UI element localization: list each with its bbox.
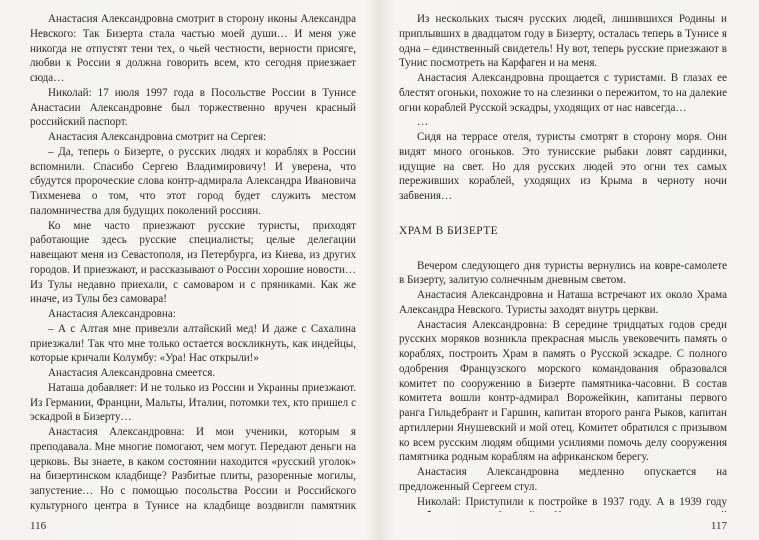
left-page-text: [30, 12, 356, 512]
paragraph: Анастасия Александровна смеется.: [48, 367, 216, 379]
paragraph: – Да, теперь о Бизерте, о русских людях и кораблях в России вспомнили. Спасибо Сергею Владимировичу! И уверена, что сбудутся пророческие слова контр-адмирала Александра Ивановича Тихменева о том, что этот город будет служить местом паломничества для будущих поколений россиян.: [30, 145, 356, 217]
right-page-text: [399, 12, 727, 512]
paragraph: Анастасия Александровна:: [48, 308, 176, 320]
paragraph: Анастасия Александровна смотрит в сторону иконы Александра Невского: Так Бизерта стала частью моей души… И меня уже никогда не отпустят тени тех, о чьей честности, верности присяге, любви к России я должна говорить всем, кто сегодня приезжает сюда…: [30, 13, 356, 84]
paragraph: Николай: Приступили к постройке в 1937 году. А в 1939 году: [417, 495, 727, 508]
paragraph: Наташа добавляет: И не только из России и Украины приезжают. Из Германии, Франции, Мальты, Италии, потомки тех, кто пришел с эскадрой в Бизерту…: [30, 381, 356, 424]
paragraph: Анастасия Александровна медленно опускается на предложенный Сергеем стул.: [399, 466, 727, 493]
paragraph: – А с Алтая мне привезли алтайский мед! И даже с Сахалина приезжали! Так что мне только остается воскликнуть, как индейцы, которые кричали Колумбу: «Ура! Нас открыли!»: [30, 322, 356, 365]
paragraph: Ко мне часто приезжают русские туристы, приходят работающие здесь русские специалисты; целые делегации навещают меня из Севастополя, из Петербурга, из Киева, из других городов. И приезжают, и рассказывают о России хорошие новости… Из Тулы недавно приехали, с самоваром и с пряниками. Как же иначе, из Тулы без самовара!: [30, 219, 356, 306]
paragraph: Анастасия Александровна прощается с туристами. В глазах ее блестят огоньки, похожие то на слезинки о пережитом, то на далекие огни кораблей Русской эскадры, уходящих от нас навсегда…: [399, 72, 727, 114]
left-page: [0, 0, 378, 540]
paragraph: Анастасия Александровна: И мои ученики, которым я преподавала. Мне многие помогают, чем могут. Передают деньги на церковь. Вы знаете, в каком состоянии находится «русский уголок» на бизертинском кладбище? Разбитые плиты, разоренные могилы, запустение… Но с помощью посольства России и Российского культурного центра в Тунисе на кладбище воздвигли памятник: [30, 426, 356, 512]
paragraph: Из нескольких тысяч русских людей, лишившихся Родины и приплывших в двадцатом году в Бизерту, осталась теперь в Тунисе я одна – единственный свидетель! Ну вот, теперь русские приезжают в Тунис посмотреть на Карфаген и на меня.: [399, 13, 727, 70]
paragraph: Вечером следующего дня туристы вернулись на ковре-самолете в Бизерту, залитую солнечным дневным светом.: [399, 259, 727, 287]
page-number: 116: [30, 520, 47, 532]
section-title: ХРАМ В БИЗЕРТЕ: [399, 224, 499, 237]
paragraph: Анастасия Александровна смотрит на Сергея:: [48, 131, 267, 143]
right-page: [381, 0, 759, 540]
spacer: [399, 204, 727, 214]
paragraph: Анастасия Александровна и Наташа встречают их около Храма Александра Невского. Туристы заходят внутрь церкви.: [399, 289, 727, 316]
paragraph: Сидя на террасе отеля, туристы смотрят в сторону моря. Они видят много огоньков. Это тунисские рыбаки ловят сардинки, идущие на свет. Но для русских людей это огни тех самых переживших кораблей, уходящих из Крыма в черноту ночи забвения…: [399, 131, 727, 202]
page-number: 117: [710, 520, 727, 532]
ellipsis-line: …: [417, 116, 429, 129]
spacer: [399, 249, 727, 259]
spacer: [399, 214, 727, 224]
spacer: [399, 239, 727, 249]
paragraph: Анастасия Александровна: В середине тридцатых годов среди русских моряков возникла прекрасная мысль увековечить память о кораблях, построить Храм в память о Русской эскадре. С полного одобрения Французского морского командования образовался комитет по сооружению в Бизерте памятника-часовни. В состав комитета вошли контр-адмирал Ворожейкин, капитаны первого ранга Гильдебрант и Гаршин, капитан второго ранга Рыков, капитан артиллерии Янушевский и мой отец. Комитет обратился с призывом ко всем русским людям общими усилиями помочь делу сооружения памятника родным кораблям на африканском берегу.: [399, 318, 727, 464]
paragraph: Николай: 17 июля 1997 года в Посольстве России в Тунисе Анастасии Александровне был торжественно вручен красный российский паспорт.: [30, 86, 356, 129]
